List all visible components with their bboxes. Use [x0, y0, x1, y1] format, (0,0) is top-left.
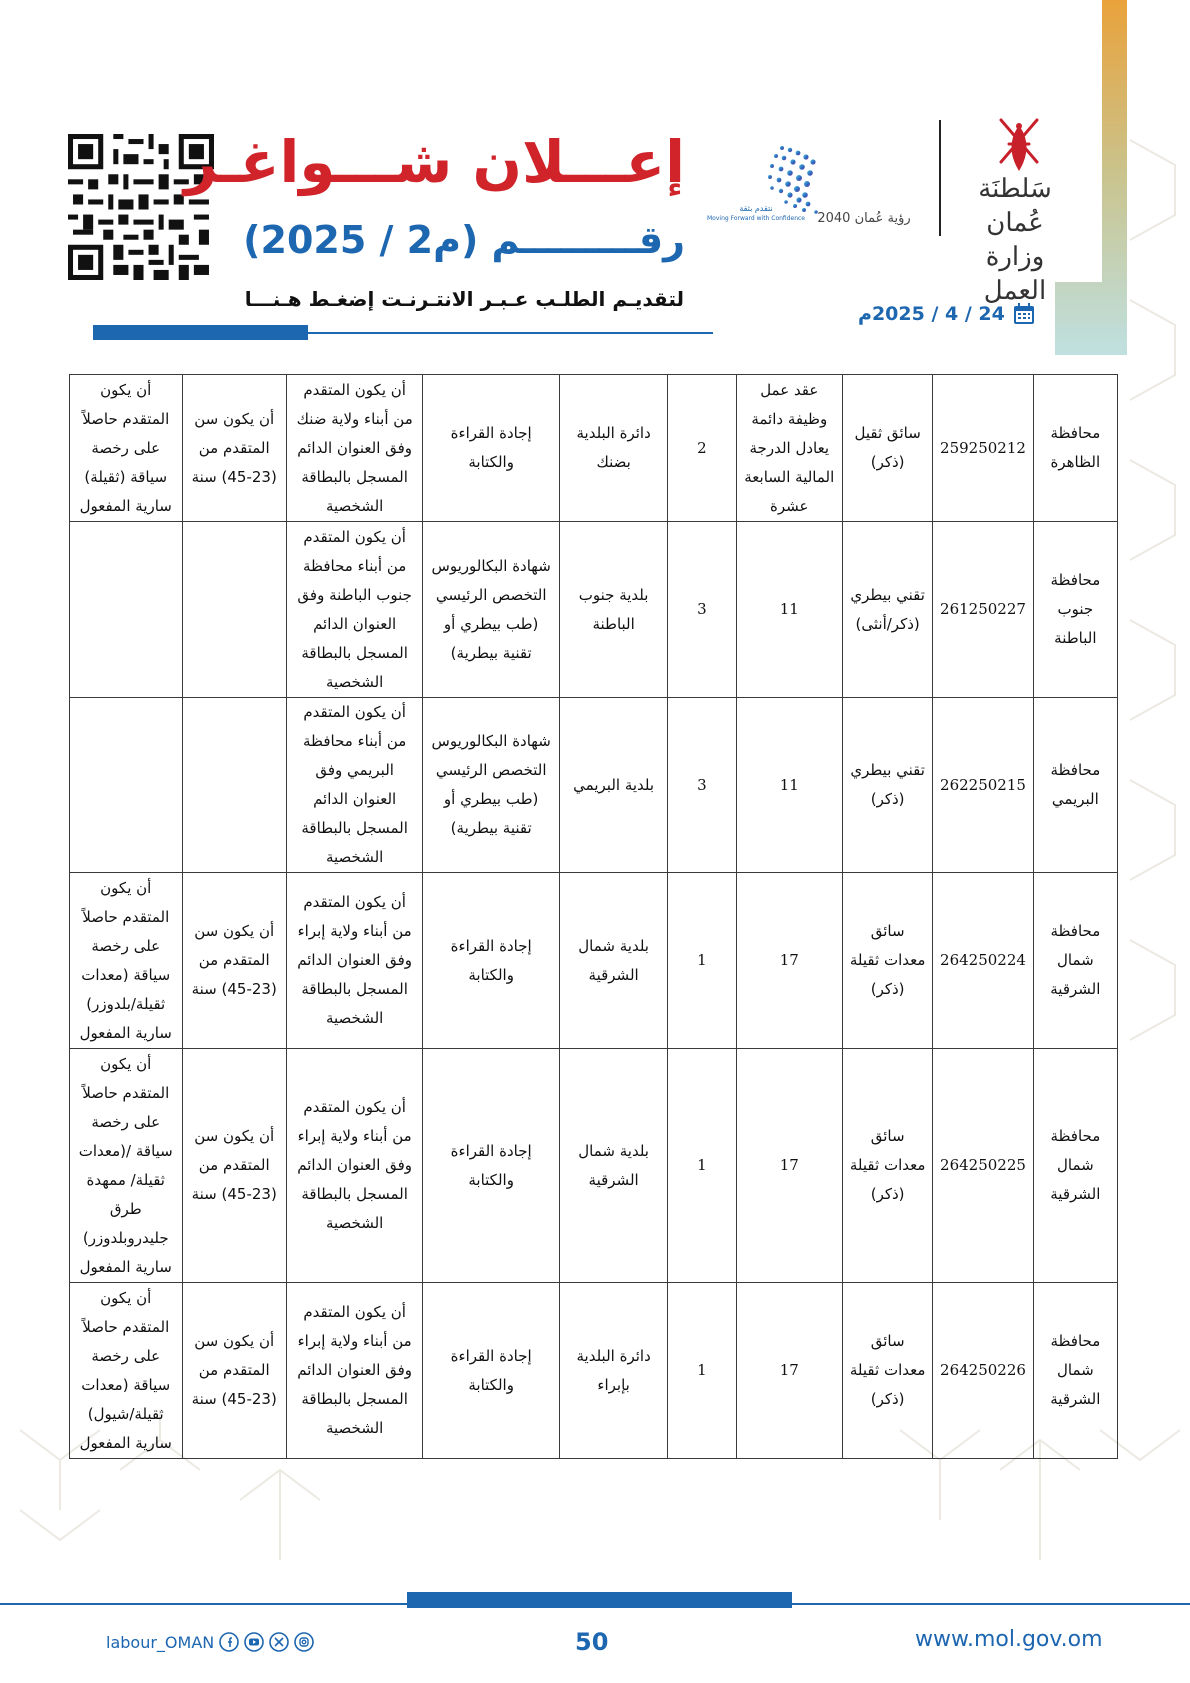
table-row: [70, 1049, 1118, 1283]
license-condition-cell: [70, 698, 183, 873]
governorate-cell: محافظة شمال الشرقية: [1033, 1283, 1117, 1459]
social-handle[interactable]: labour_OMAN: [106, 1632, 215, 1652]
qualification-cell: إجادة القراءة والكتابة: [423, 375, 560, 522]
age-condition-cell: [182, 522, 286, 698]
table-row: [70, 522, 1118, 698]
license-condition-cell: أن يكون المتقدم حاصلاً على رخصة سياقة /(معدات ثقيلة/ ممهدة طرق جليدروبلدوزر) سارية المفعول: [70, 1049, 183, 1283]
facebook-icon[interactable]: [219, 1632, 239, 1652]
vacancies-count-cell: 1: [668, 1283, 736, 1459]
age-condition-cell: أن يكون سن المتقدم من (23-45) سنة: [182, 1049, 286, 1283]
vision-tagline-ar: نتقدم بثقة: [739, 204, 773, 213]
age-condition-cell: [182, 698, 286, 873]
website-link[interactable]: www.mol.gov.om: [915, 1627, 1103, 1652]
qualification-cell: شهادة البكالوريوس التخصص الرئيسي (طب بيطري أو تقنية بيطرية): [423, 522, 560, 698]
employer-cell: بلدية البريمي: [559, 698, 667, 873]
job-code-cell: 264250224: [933, 873, 1033, 1049]
governorate-cell: محافظة شمال الشرقية: [1033, 873, 1117, 1049]
announcement-title: إعـــلان شـــواغـر: [184, 128, 685, 196]
grade-cell: 11: [736, 698, 842, 873]
table-row: [70, 375, 1118, 522]
license-condition-cell: أن يكون المتقدم حاصلاً على رخصة سياقة (معدات ثقيلة/شيول) سارية المفعول: [70, 1283, 183, 1459]
governorate-cell: محافظة البريمي: [1033, 698, 1117, 873]
vacancies-count-cell: 3: [668, 522, 736, 698]
ministry-line-1: سَلطنَة عُمان: [978, 174, 1052, 238]
governorate-cell: محافظة جنوب الباطنة: [1033, 522, 1117, 698]
vacancies-count-cell: 1: [668, 873, 736, 1049]
employer-cell: دائرة البلدية بضنك: [559, 375, 667, 522]
license-condition-cell: أن يكون المتقدم حاصلاً على رخصة سياقة (معدات ثقيلة/بلدوزر) سارية المفعول: [70, 873, 183, 1049]
youtube-icon[interactable]: [244, 1632, 264, 1652]
license-condition-cell: أن يكون المتقدم حاصلاً على رخصة سياقة (ثقيلة) سارية المفعول: [70, 375, 183, 522]
ministry-line-2: وزارة العمل: [983, 242, 1047, 306]
qualification-cell: إجادة القراءة والكتابة: [423, 1049, 560, 1283]
residence-condition-cell: أن يكون المتقدم من أبناء ولاية إبراء وفق العنوان الدائم المسجل بالبطاقة الشخصية: [286, 873, 423, 1049]
job-code-cell: 264250225: [933, 1049, 1033, 1283]
vacancies-table: [69, 374, 1118, 1459]
page-number: 50: [575, 1628, 609, 1656]
job-title-cell: تقني بيطري (ذكر/أنثى): [842, 522, 932, 698]
employer-cell: بلدية جنوب الباطنة: [559, 522, 667, 698]
governorate-cell: محافظة شمال الشرقية: [1033, 1049, 1117, 1283]
license-condition-cell: [70, 522, 183, 698]
vacancies-count-cell: 1: [668, 1049, 736, 1283]
date-text: 24 / 4 / 2025م: [858, 303, 1005, 325]
age-condition-cell: أن يكون سن المتقدم من (23-45) سنة: [182, 375, 286, 522]
announcement-number: رقـــــــــم (م2 / 2025): [243, 218, 685, 262]
instagram-icon[interactable]: [294, 1632, 314, 1652]
job-title-cell: سائق معدات ثقيلة (ذكر): [842, 1049, 932, 1283]
age-condition-cell: أن يكون سن المتقدم من (23-45) سنة: [182, 873, 286, 1049]
residence-condition-cell: أن يكون المتقدم من أبناء محافظة البريمي وفق العنوان الدائم المسجل بالبطاقة الشخصية: [286, 698, 423, 873]
age-condition-cell: أن يكون سن المتقدم من (23-45) سنة: [182, 1283, 286, 1459]
employer-cell: بلدية شمال الشرقية: [559, 1049, 667, 1283]
grade-cell: 17: [736, 873, 842, 1049]
apply-online-link[interactable]: لتقديـم الطلـب عـبـر الانتـرنـت إضغـط هـنـــا: [244, 287, 684, 311]
social-links: [106, 1632, 314, 1652]
employer-cell: دائرة البلدية بإبراء: [559, 1283, 667, 1459]
job-title-cell: سائق معدات ثقيلة (ذكر): [842, 1283, 932, 1459]
job-title-cell: سائق معدات ثقيلة (ذكر): [842, 873, 932, 1049]
qualification-cell: إجادة القراءة والكتابة: [423, 1283, 560, 1459]
grade-cell: 17: [736, 1049, 842, 1283]
header-underline-accent: [93, 325, 308, 340]
grade-cell: عقد عمل وظيفة دائمة يعادل الدرجة المالية السابعة عشرة: [736, 375, 842, 522]
vision-tagline: Moving Forward with Confidence: [707, 215, 805, 222]
x-twitter-icon[interactable]: [269, 1632, 289, 1652]
employer-cell: بلدية شمال الشرقية: [559, 873, 667, 1049]
table-row: [70, 873, 1118, 1049]
residence-condition-cell: أن يكون المتقدم من أبناء ولاية إبراء وفق العنوان الدائم المسجل بالبطاقة الشخصية: [286, 1283, 423, 1459]
residence-condition-cell: أن يكون المتقدم من أبناء ولاية ضنك وفق العنوان الدائم المسجل بالبطاقة الشخصية: [286, 375, 423, 522]
qualification-cell: إجادة القراءة والكتابة: [423, 873, 560, 1049]
governorate-cell: محافظة الظاهرة: [1033, 375, 1117, 522]
table-row: [70, 698, 1118, 873]
logo-divider: [939, 120, 941, 236]
vision-label: رؤية عُمان 2040: [817, 211, 911, 226]
job-code-cell: 259250212: [933, 375, 1033, 522]
vacancies-count-cell: 2: [668, 375, 736, 522]
job-code-cell: 264250226: [933, 1283, 1033, 1459]
grade-cell: 11: [736, 522, 842, 698]
vacancies-count-cell: 3: [668, 698, 736, 873]
oman-vision-2040-logo: [707, 138, 927, 243]
oman-emblem-icon: [995, 114, 1043, 174]
residence-condition-cell: أن يكون المتقدم من أبناء محافظة جنوب الباطنة وفق العنوان الدائم المسجل بالبطاقة الشخصية: [286, 522, 423, 698]
footer-band: [407, 1592, 792, 1608]
table-row: [70, 1283, 1118, 1459]
job-title-cell: تقني بيطري (ذكر): [842, 698, 932, 873]
job-title-cell: سائق ثقيل (ذكر): [842, 375, 932, 522]
residence-condition-cell: أن يكون المتقدم من أبناء ولاية إبراء وفق العنوان الدائم المسجل بالبطاقة الشخصية: [286, 1049, 423, 1283]
job-code-cell: 261250227: [933, 522, 1033, 698]
ministry-name: [955, 172, 1075, 308]
qualification-cell: شهادة البكالوريوس التخصص الرئيسي (طب بيطري أو تقنية بيطرية): [423, 698, 560, 873]
grade-cell: 17: [736, 1283, 842, 1459]
job-code-cell: 262250215: [933, 698, 1033, 873]
